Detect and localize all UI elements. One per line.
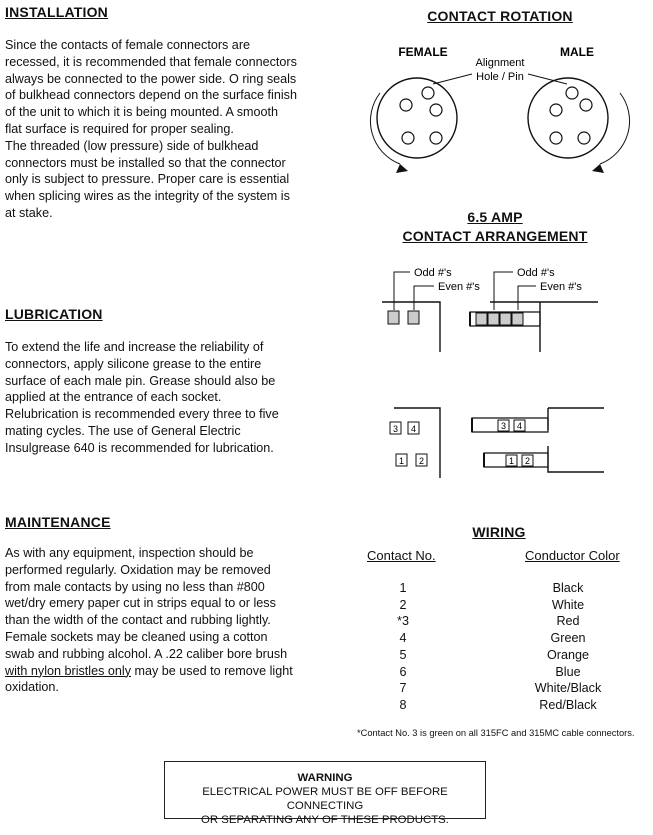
contact-arrangement-diagram xyxy=(370,260,620,490)
odd-leader-left xyxy=(394,272,410,310)
installation-paragraph-2: The threaded (low pressure) side of bulkhead connectors must be installed so that the connector only is subject to pressure. Proper care is essential when splicing wires as the integrity of the system is at stake. xyxy=(5,138,290,220)
contact-number-3-female: 3 xyxy=(392,424,399,434)
wiring-heading: WIRING xyxy=(472,524,526,540)
maintenance-text-b: may be used to remove light oxidation. xyxy=(5,663,293,695)
wiring-footnote: *Contact No. 3 is green on all 315FC and 315MC cable connectors. xyxy=(357,728,635,738)
male-contact-pin xyxy=(550,132,562,144)
wiring-col-color: Conductor Color xyxy=(525,548,620,563)
table-row xyxy=(363,581,653,598)
female-label: FEMALE xyxy=(398,45,448,59)
female-connector xyxy=(370,78,457,173)
table-row xyxy=(363,648,653,665)
wiring-table xyxy=(363,581,653,721)
installation-paragraph-1: Since the contacts of female connectors are recessed, it is recommended that female connectors always be connected to the power side. O ring seals of bulkhead connectors depend on the surface finish of the unit to which it is being mounted. A smooth flat surface is required for proper sealing. xyxy=(5,38,297,136)
female-rotation-arrow xyxy=(370,93,400,164)
male-side-view xyxy=(470,302,598,352)
table-row xyxy=(363,698,653,715)
wiring-conductor-color: White xyxy=(551,597,585,612)
maintenance-heading: MAINTENANCE xyxy=(5,514,111,530)
wiring-contact-no: 8 xyxy=(399,697,407,712)
male-rotation-arrow xyxy=(600,93,630,164)
wiring-conductor-color: White/Black xyxy=(534,681,602,696)
contact-rotation-heading: CONTACT ROTATION xyxy=(427,8,573,24)
amp-heading: 6.5 AMP xyxy=(467,209,523,225)
lubrication-paragraph: To extend the life and increase the reliability of connectors, apply silicone grease to the entire surface of each male pin. Grease should also be applied at the entrance of each socket. Relubrication is recommended every three to five mating cycles. The use of General Electric Insulgrease 640 is recommended for lubrication. xyxy=(5,340,279,455)
male-alignment-pin xyxy=(566,87,578,99)
contact-number-2-male: 2 xyxy=(524,456,531,466)
female-arrowhead-icon xyxy=(396,164,408,173)
wiring-conductor-color: Red xyxy=(556,614,580,629)
maintenance-text-a: As with any equipment, inspection should be performed regularly. Oxidation may be removed from male contacts by using no less than #800 wet/dry emery paper cut in strips equal to or less than the width of the contact and rubbing lightly. Female sockets may be cleaned using a cotton swab and rubbing alcohol. A .22 caliber bore brush xyxy=(5,546,288,661)
table-row xyxy=(363,614,653,631)
male-label: MALE xyxy=(560,45,594,59)
wiring-contact-no: 6 xyxy=(399,664,407,679)
female-contact-hole xyxy=(430,132,442,144)
warning-box xyxy=(164,761,486,826)
wiring-contact-no: 4 xyxy=(399,631,407,646)
female-contact-hole xyxy=(430,104,442,116)
wiring-col-contact: Contact No. xyxy=(367,548,436,563)
even-label-right: Even #'s xyxy=(540,281,582,293)
lubrication-heading: LUBRICATION xyxy=(5,306,103,322)
wiring-contact-no: 2 xyxy=(399,597,407,612)
wiring-conductor-color: Orange xyxy=(546,647,589,662)
male-numbered-view xyxy=(472,408,604,472)
male-contact-pin xyxy=(550,104,562,116)
contact-number-4-female: 4 xyxy=(410,424,417,434)
alignment-label-1: Alignment xyxy=(475,57,525,69)
maintenance-paragraph xyxy=(5,545,293,696)
maintenance-text-underlined: with nylon bristles only xyxy=(5,663,131,678)
table-row xyxy=(363,665,653,682)
even-leader-right xyxy=(518,286,536,310)
table-row xyxy=(363,681,653,698)
male-connector xyxy=(528,78,630,173)
contact-number-1-male: 1 xyxy=(508,456,515,466)
wiring-conductor-color: Red/Black xyxy=(539,697,597,712)
table-row xyxy=(363,598,653,615)
warning-title: WARNING xyxy=(297,772,353,784)
wiring-contact-no: *3 xyxy=(397,614,409,629)
female-side-view xyxy=(382,302,440,352)
alignment-pointer-female xyxy=(433,74,472,84)
contact-number-4-male: 4 xyxy=(516,421,523,431)
male-arrowhead-icon xyxy=(592,164,604,173)
wiring-conductor-color: Black xyxy=(552,581,584,595)
contact-number-2-female: 2 xyxy=(418,456,425,466)
female-contact-hole xyxy=(402,132,414,144)
table-row xyxy=(363,631,653,648)
female-contact-hole xyxy=(400,99,412,111)
warning-line-1: ELECTRICAL POWER MUST BE OFF BEFORE CONNECTING xyxy=(202,786,448,812)
wiring-contact-no: 5 xyxy=(399,647,407,662)
odd-leader-right xyxy=(494,272,513,310)
installation-text xyxy=(5,37,297,222)
contact-arrangement-heading: CONTACT ARRANGEMENT xyxy=(402,228,588,244)
installation-heading: INSTALLATION xyxy=(5,4,108,20)
female-numbered-view xyxy=(390,408,440,478)
wiring-contact-no: 1 xyxy=(399,581,407,595)
odd-label-right: Odd #'s xyxy=(517,267,555,279)
alignment-label-2: Hole / Pin xyxy=(476,71,524,83)
female-alignment-hole xyxy=(422,87,434,99)
male-contact-pin xyxy=(580,99,592,111)
odd-label-left: Odd #'s xyxy=(414,267,452,279)
contact-rotation-diagram xyxy=(360,38,650,188)
even-leader-left xyxy=(414,286,434,310)
wiring-conductor-color: Blue xyxy=(555,664,581,679)
contact-number-3-male: 3 xyxy=(500,421,507,431)
wiring-contact-no: 7 xyxy=(399,681,407,696)
warning-line-2: OR SEPARATING ANY OF THESE PRODUCTS. xyxy=(201,814,449,826)
even-label-left: Even #'s xyxy=(438,281,480,293)
contact-number-1-female: 1 xyxy=(398,456,405,466)
wiring-conductor-color: Green xyxy=(550,631,586,646)
male-contact-pin xyxy=(578,132,590,144)
